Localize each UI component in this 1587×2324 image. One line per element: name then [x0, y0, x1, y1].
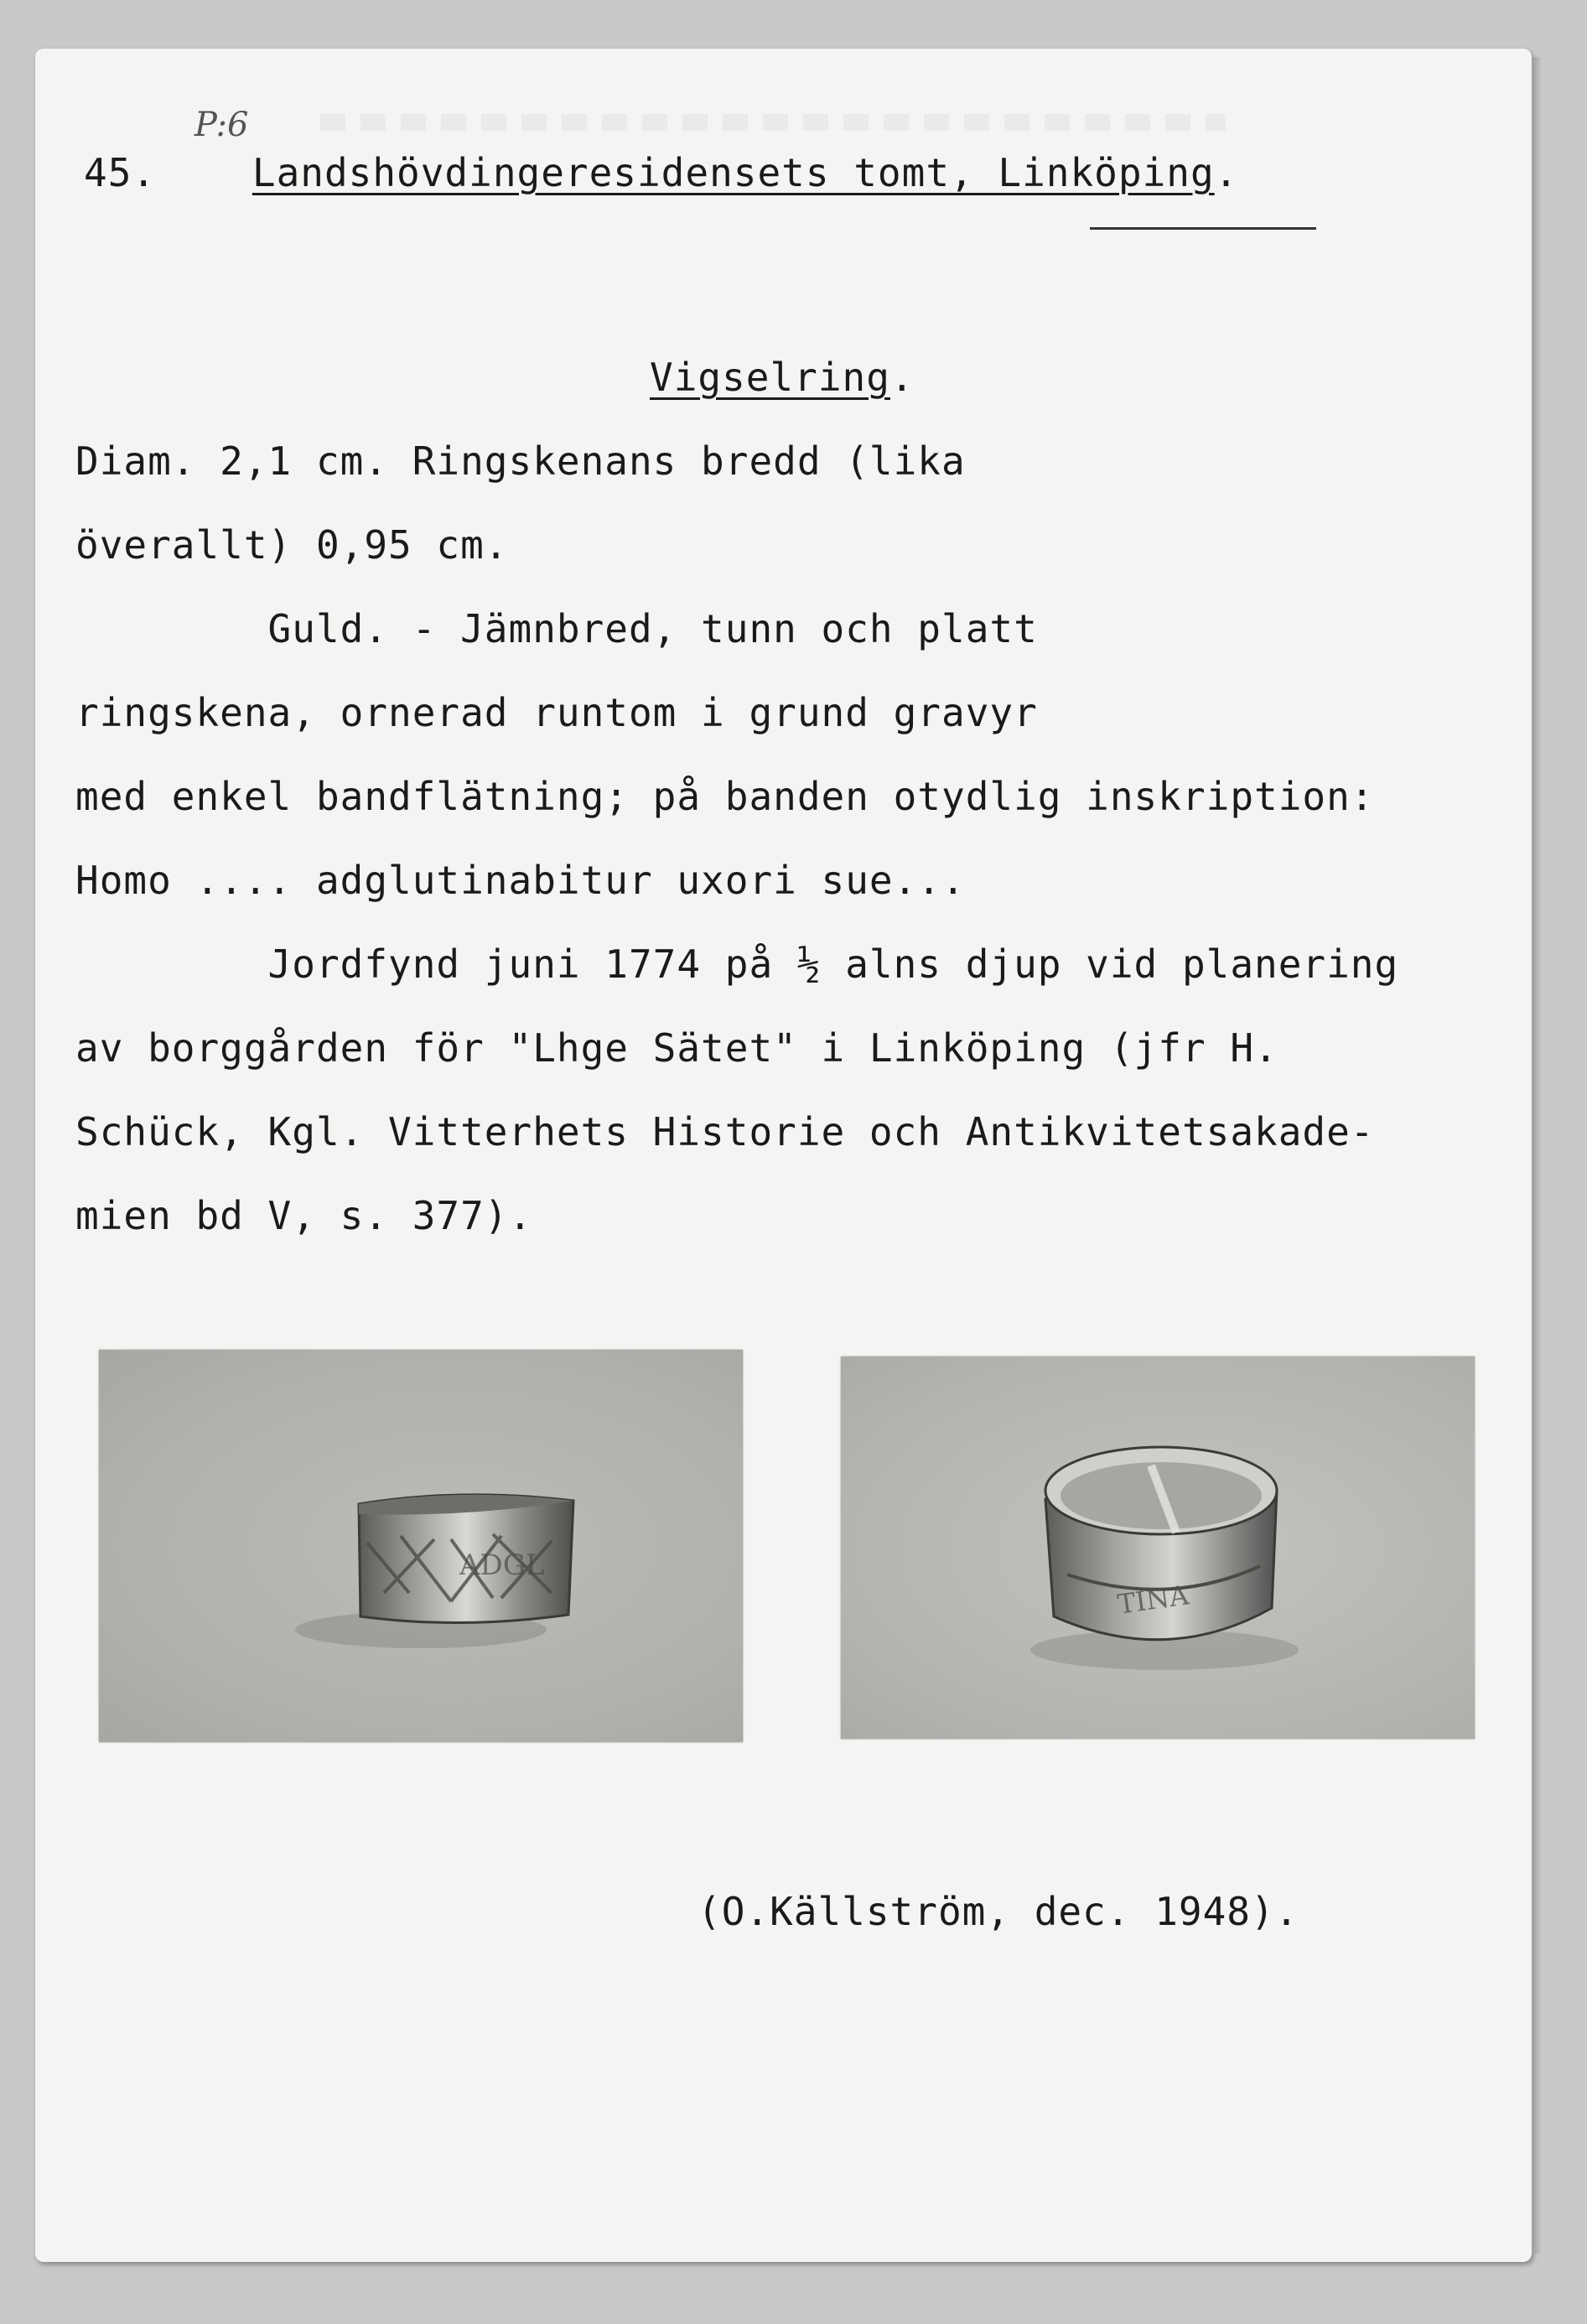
object-heading — [650, 352, 915, 402]
faint-header-print — [320, 114, 1226, 131]
description-line: Diam. 2,1 cm. Ringskenans bredd (lika — [75, 438, 966, 484]
site-title-suffix: . — [1214, 150, 1239, 195]
card-heading — [84, 148, 1238, 198]
description-line: av borggården för "Lhge Sätet" i Linköping (jfr H. — [75, 1025, 1278, 1071]
ring-photo-angled — [841, 1357, 1475, 1739]
ring-photo-side — [99, 1350, 743, 1742]
description-line: med enkel bandflätning; på banden otydlig inskription: — [75, 774, 1375, 819]
object-title: Vigselring — [650, 355, 890, 400]
author-signature: (O.Källström, dec. 1948). — [698, 1889, 1299, 1934]
description-line: Schück, Kgl. Vitterhets Historie och Antikvitetsakade- — [75, 1109, 1375, 1154]
catalog-number: 45. — [84, 150, 157, 195]
description-line: mien bd V, s. 377). — [75, 1193, 533, 1238]
description-line: Jordfynd juni 1774 på ½ alns djup vid planering — [75, 942, 1399, 987]
pencil-note: P:6 — [194, 106, 249, 144]
description-line: ringskena, ornerad runtom i grund gravyr — [75, 690, 1038, 735]
description-line: Guld. - Jämnbred, tunn och platt — [75, 606, 1038, 651]
catalog-card — [35, 49, 1532, 2262]
object-title-suffix: . — [889, 355, 915, 400]
ring-inscription-right: TINA — [1115, 1579, 1191, 1621]
site-title: Landshövdingeresidensets tomt, Linköping — [252, 150, 1215, 195]
title-underline-double — [1090, 227, 1316, 230]
ring-angled-image — [841, 1357, 1475, 1739]
ring-side-image — [99, 1350, 743, 1742]
card-edge — [1532, 57, 1542, 2254]
description-line: Homo .... adglutinabitur uxori sue... — [75, 858, 966, 903]
description-line: överallt) 0,95 cm. — [75, 522, 509, 568]
ring-inscription-left: ADGL — [459, 1548, 545, 1582]
